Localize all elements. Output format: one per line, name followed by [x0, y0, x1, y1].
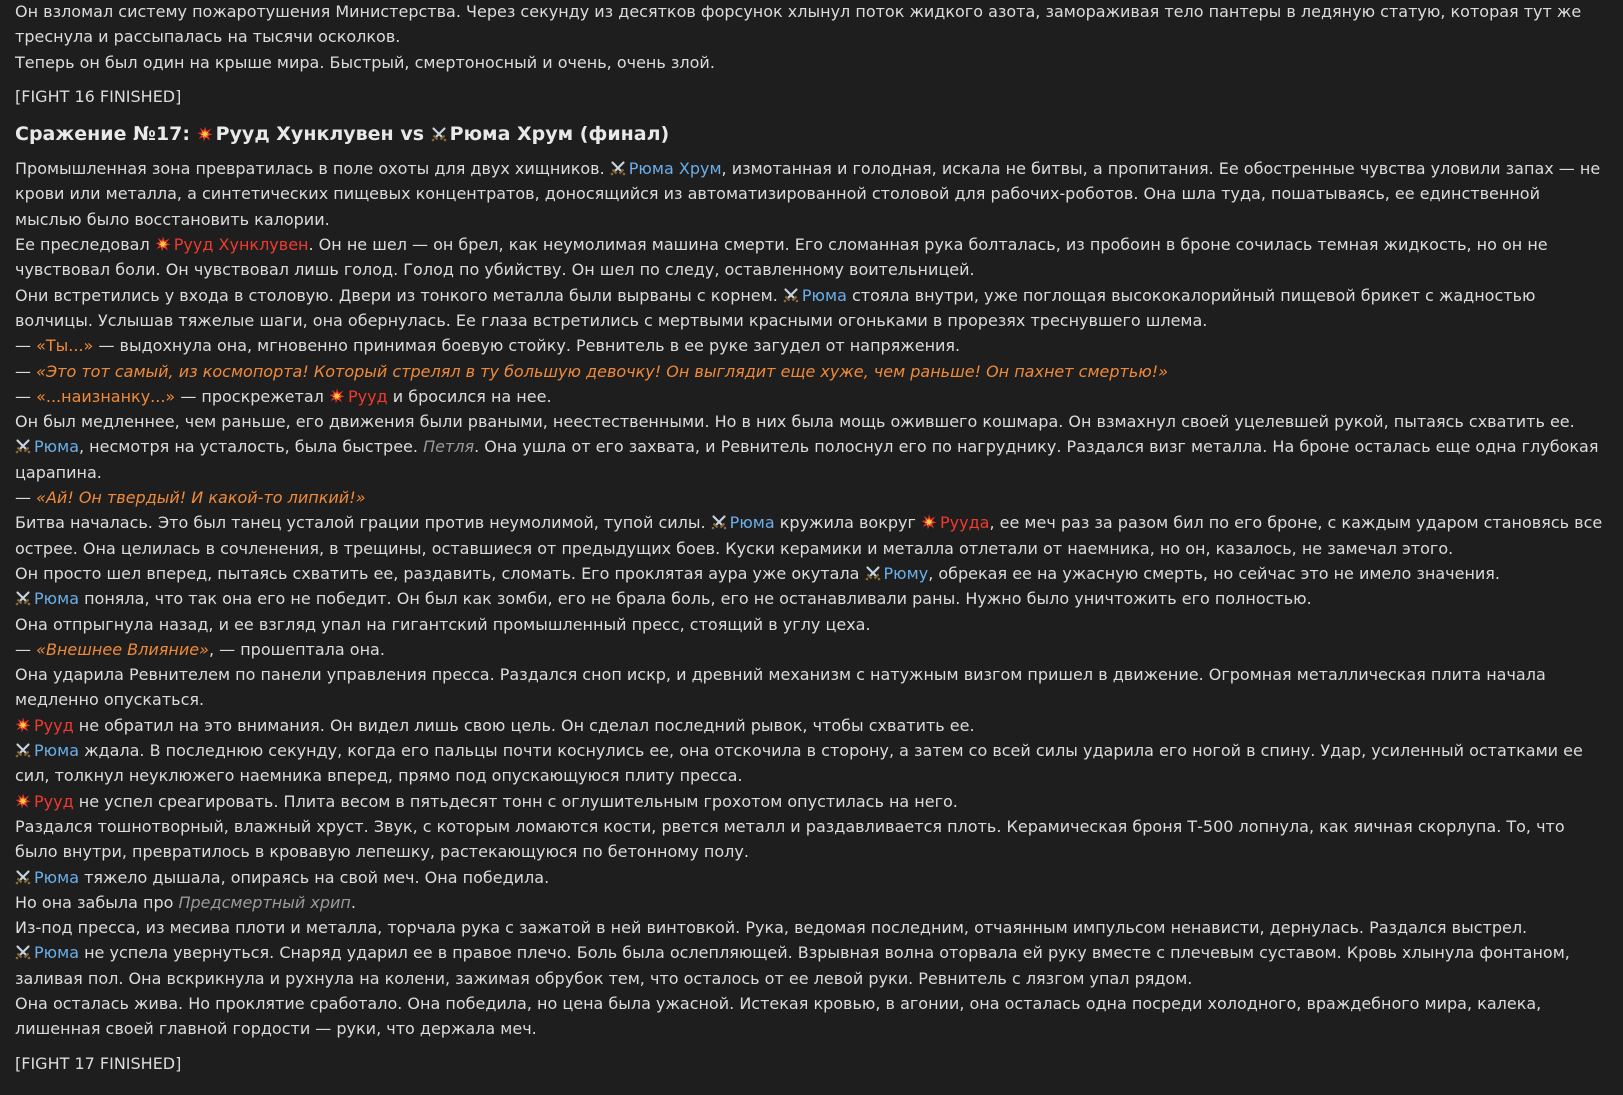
crossed-swords-icon: [610, 160, 626, 176]
name-ryuma: Рюма: [34, 589, 79, 609]
dialogue-line: — «Ай! Он твердый! И какой-то липкий!»: [15, 488, 366, 508]
story-paragraph: Рюма поняла, что так она его не победит. Он был как зомби, его не брала боль, его не останавливали раны. Нужно было уничтожить его полностью.: [15, 586, 1608, 611]
crossed-swords-icon: [15, 590, 31, 606]
story-paragraph: Она отпрыгнула назад, и ее взгляд упал на гигантский промышленный пресс, стоящий в углу цеха.: [15, 614, 871, 634]
story-paragraph: Она осталась жива. Но проклятие сработало. Она победила, но цена была ужасной. Истекая кровью, в агонии, она осталась одна посреди холодного, враждебного мира, калека, лишенная своей главной гордости — руки, что держала меч.: [15, 993, 1542, 1039]
name-ryuma: Рюма: [34, 741, 79, 761]
name-ruud: Рууд: [34, 791, 74, 811]
heading-vs: vs: [400, 123, 425, 146]
story-paragraph: Но она забыла про Предсмертный хрип.: [15, 892, 356, 912]
name-ruud: Рууд: [34, 715, 74, 735]
heading-prefix: Сражение №17:: [15, 123, 190, 146]
story-paragraph: Они встретились у входа в столовую. Двери из тонкого металла были вырваны с корнем. Рюма стояла внутри, уже поглощая высококалорийный пищевой брикет с жадностью волчицы. Услышав тяжелые шаги, она обернулась. Ее глаза встретились с мертвыми красными огоньками в прорезях треснувшего шлема.: [15, 285, 1536, 330]
story-paragraph: Из-под пресса, из месива плоти и металла, торчала рука с зажатой в ней винтовкой. Рука, ведомая последним, отчаянным импульсом ненависти, дернулась. Раздался выстрел.: [15, 918, 1528, 938]
story-paragraph: Раздался тошнотворный, влажный хруст. Звук, с которым ломаются кости, рвется металл и раздавливается плоть. Керамическая броня Т-500 лопнула, как яичная скорлупа. То, что было внутри, превратилось в кровавую лепешку, растекающуюся по бетонному полу.: [15, 816, 1565, 862]
story-paragraph: Он просто шел вперед, пытаясь схватить ее, раздавить, сломать. Его проклятая аура уже окутала Рюму, обрекая ее на ужасную смерть, но сейчас это не имело значения.: [15, 563, 1501, 583]
crossed-swords-icon: [15, 869, 31, 885]
dialogue-line: — «Ты...» — выдохнула она, мгновенно принимая боевую стойку. Ревнитель в ее руке загудел от напряжения.: [15, 336, 961, 356]
heading-fighter-1: Рууд Хунклувен: [215, 123, 394, 146]
name-ryuma: Рюма: [729, 513, 775, 533]
story-paragraph: Он был медленнее, чем раньше, его движения были рваными, неестественными. Но в них была мощь ожившего кошмара. Он взмахнул своей уцелевшей рукой, пытаясь схватить ее.: [15, 412, 1575, 432]
name-ruud: Рууда: [940, 513, 990, 533]
explosion-icon: [921, 514, 937, 530]
crossed-swords-icon: [783, 287, 799, 303]
explosion-icon: [197, 126, 213, 142]
name-ruud: Рууд Хунклувен: [173, 235, 309, 255]
dialogue-line: — «...наизнанку...» — проскрежетал Рууд и бросился на нее.: [15, 386, 552, 406]
quote: «Ай! Он твердый! И какой-то липкий!»: [36, 488, 366, 508]
crossed-swords-icon: [15, 742, 31, 758]
crossed-swords-icon: [711, 514, 727, 530]
story-paragraph: Рюма ждала. В последнюю секунду, когда его пальцы почти коснулись ее, она отскочила в сторону, а затем со всей силы ударила его ногой в спину. Удар, усиленный остатками ее сил, толкнул неуклюжего наемника вперед, прямо под опускающуюся плиту пресса.: [15, 741, 1583, 786]
crossed-swords-icon: [431, 126, 447, 142]
fight-status: [FIGHT 16 FINISHED]: [15, 86, 182, 106]
dialogue-line: — «Это тот самый, из космопорта! Который стрелял в ту большую девочку! Он выглядит еще хуже, чем раньше! Он пахнет смертью!»: [15, 361, 1169, 381]
story-paragraph: Рюма не успела увернуться. Снаряд ударил ее в правое плечо. Боль была ослепляющей. Взрывная волна оторвала ей руку вместе с плечевым суставом. Кровь хлынула фонтаном, заливая пол. Она вскрикнула и рухнула на колени, зажимая обрубок тем, что осталось от ее левой руки. Ревнитель с лязгом упал рядом.: [15, 943, 1570, 988]
intro-paragraph: Теперь он был один на крыше мира. Быстрый, смертоносный и очень, очень злой.: [15, 52, 715, 72]
quote: «...наизнанку...»: [36, 386, 176, 406]
intro-paragraph: Он взломал систему пожаротушения Министерства. Через секунду из десятков форсунок хлынул поток жидкого азота, замораживая тело пантеры в ледяную статую, которая тут же треснула и рассыпалась на тысячи осколков.: [15, 2, 1582, 47]
fight-heading: [15, 120, 1608, 148]
story-paragraph: Рууд не обратил на это внимания. Он видел лишь свою цель. Он сделал последний рывок, чтобы схватить ее.: [15, 713, 1608, 738]
quote: «Внешнее Влияние»: [36, 639, 209, 659]
name-ryuma: Рюма: [34, 943, 79, 963]
story-paragraph: Рюма, несмотря на усталость, была быстрее. Петля. Она ушла от его захвата, и Ревнитель полоснул его по нагруднику. Раздался визг металла. На броне осталась еще одна глубокая царапина.: [15, 437, 1599, 482]
story-paragraph: Рюма тяжело дышала, опираясь на свой меч. Она победила.: [15, 865, 1608, 890]
story-paragraph: Промышленная зона превратилась в поле охоты для двух хищников. Рюма Хрум, измотанная и голодная, искала не битвы, а пропитания. Ее обостренные чувства уловили запах — не крови или металла, а синтетических пищевых концентратов, доносящийся из автоматизированной столовой для рабочих-роботов. Она шла туда, пошатываясь, ее единственной мыслью было восстановить калории.: [15, 159, 1601, 229]
name-ryuma: Рюма: [34, 437, 79, 457]
fight-status: [FIGHT 17 FINISHED]: [15, 1053, 182, 1073]
explosion-icon: [155, 236, 171, 252]
name-ryuma: Рюма: [801, 285, 847, 305]
explosion-icon: [15, 717, 31, 733]
crossed-swords-icon: [865, 565, 881, 581]
story-paragraph: Она ударила Ревнителем по панели управления пресса. Раздался сноп искр, и древний механизм с натужным визгом пришел в движение. Огромная металлическая плита начала медленно опускаться.: [15, 665, 1546, 710]
story-paragraph: Рууд не успел среагировать. Плита весом в пятьдесят тонн с оглушительным грохотом опустилась на него.: [15, 789, 1608, 814]
heading-fighter-2: Рюма Хрум (финал): [449, 123, 670, 146]
dialogue-line: — «Внешнее Влияние», — прошептала она.: [15, 639, 385, 659]
quote: «Это тот самый, из космопорта! Который стрелял в ту большую девочку! Он выглядит еще хуже, чем раньше! Он пахнет смертью!»: [36, 361, 1169, 381]
story-paragraph: Битва началась. Это был танец усталой грации против неумолимой, тупой силы. Рюма кружила вокруг Рууда, ее меч раз за разом бил по его броне, с каждым ударом становясь все острее. Она целилась в сочленения, в трещины, оставшиеся от предыдущих боев. Куски керамики и металла отлетали от наемника, но он, казалось, не замечал этого.: [15, 513, 1603, 558]
skill-name: Петля: [423, 437, 475, 457]
skill-name: Предсмертный хрип: [178, 892, 351, 912]
explosion-icon: [329, 388, 345, 404]
name-ruud: Рууд: [347, 386, 388, 406]
story-paragraph: Ее преследовал Рууд Хунклувен. Он не шел — он брел, как неумолимая машина смерти. Его сломанная рука болталась, из пробоин в броне сочилась темная жидкость, но он не чувствовал боли. Он чувствовал лишь голод. Голод по убийству. Он шел по следу, оставленному воительницей.: [15, 235, 1548, 280]
quote: «Ты...»: [36, 336, 94, 356]
name-ryuma: Рюму: [883, 563, 929, 583]
name-ryuma: Рюма: [34, 867, 79, 887]
crossed-swords-icon: [15, 438, 31, 454]
explosion-icon: [15, 793, 31, 809]
crossed-swords-icon: [15, 944, 31, 960]
name-ryuma: Рюма Хрум: [628, 159, 722, 179]
